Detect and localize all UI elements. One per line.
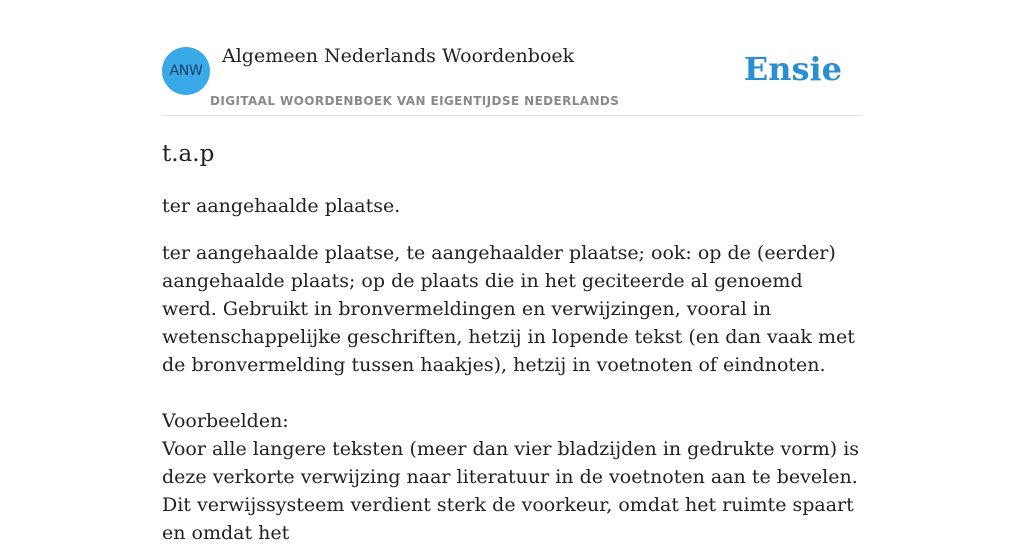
long-definition: ter aangehaalde plaatse, te aangehaalder plaatse; ook: op de (eerder) aangehaalde plaats; op de plaats die in het geciteerde al genoemd werd. Gebruikt in bronvermeldingen en verwijzingen, vooral in wetenschappelijke geschriften, hetzij in lopende tekst (en dan vaak met de bronvermelding tussen haakjes), hetzij in voetnoten of eindnoten.	[162, 242, 855, 376]
entry-word: t.a.p	[162, 141, 215, 167]
examples-label: Voorbeelden:	[162, 410, 289, 432]
short-definition: ter aangehaalde plaatse.	[162, 195, 401, 217]
example-text: Voor alle langere teksten (meer dan vier bladzijden in gedrukte vorm) is deze verkorte verwijzing naar literatuur in de voetnoten aan te bevelen. Dit verwijssysteem verdient sterk de voorkeur, omdat het ruimte spaart en omdat het	[162, 438, 860, 544]
spacer	[162, 379, 862, 407]
site-header	[162, 0, 862, 116]
site-subtitle: DIGITAAL WOORDENBOEK VAN EIGENTIJDSE NEDERLANDS	[210, 94, 620, 108]
entry-content	[162, 138, 862, 547]
anw-logo[interactable]: ANW	[162, 47, 210, 95]
site-title[interactable]: Algemeen Nederlands Woordenboek	[222, 45, 575, 67]
ensie-brand-logo[interactable]: Ensie	[743, 50, 842, 88]
